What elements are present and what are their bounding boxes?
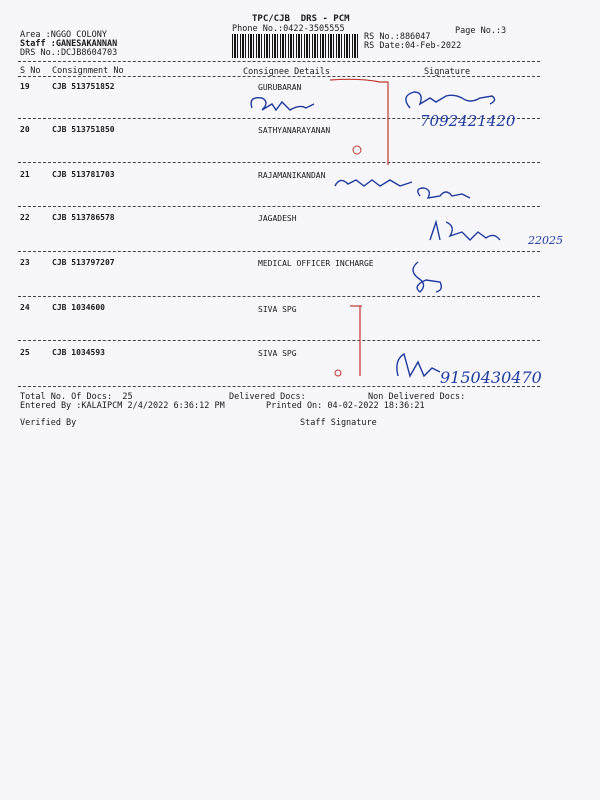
row-sno: 24 [20,303,30,312]
row-consignee: RAJAMANIKANDAN [258,171,326,180]
report-title: TPC/CJB DRS - PCM [252,14,350,24]
signature-tamil [418,188,470,198]
row-sno: 19 [20,82,30,91]
col-consignee: Consignee Details [243,67,330,77]
non-delivered-docs: Non Delivered Docs: [368,392,466,402]
red-circle-mark [353,146,361,154]
red-circle-mark [335,370,341,376]
staff-label: Staff :GANESAKANNAN [20,39,118,49]
delivered-docs: Delivered Docs: [229,392,306,402]
row-consignment: CJB 513797207 [52,258,115,267]
entered-by: Entered By :KALAIPCM 2/4/2022 6:36:12 PM [20,401,225,411]
row-consignee: MEDICAL OFFICER INCHARGE [258,259,374,268]
phone-number: Phone No.:0422-3505555 [232,24,345,34]
col-sno: S No [20,66,41,76]
signature-gurubaran [251,98,314,110]
area-label: Area :NGGO COLONY [20,30,107,40]
row-consignee: SIVA SPG [258,305,297,314]
handwritten-note: 22025 [528,234,563,247]
printed-on: Printed On: 04-02-2022 18:36:21 [266,401,425,411]
signature-siva-spg [397,354,440,376]
row-sno: 23 [20,258,30,267]
row-sno: 22 [20,213,30,222]
row-consignment: CJB 513786578 [52,213,115,222]
drs-number: DRS No.:DCJB8604703 [20,48,118,58]
rs-number: RS No.:886047 [364,32,431,42]
signature-jagadesh [430,222,500,240]
row-consignment: CJB 1034600 [52,303,105,312]
row-sno: 25 [20,348,30,357]
row-consignee: SIVA SPG [258,349,297,358]
red-bracket [330,79,388,165]
row-consignee: SATHYANARAYANAN [258,126,331,135]
page-number: Page No.:3 [455,26,507,36]
handwritten-phone-1: 7092421420 [420,112,516,130]
staff-signature-label: Staff Signature [300,418,377,428]
handwritten-phone-2: 9150430470 [440,368,542,387]
row-sno: 20 [20,125,30,134]
row-consignment: CJB 1034593 [52,348,105,357]
signature-sathyanarayanan [406,92,495,108]
col-consignment: Consignment No [52,66,124,76]
row-consignment: CJB 513781703 [52,170,115,179]
row-consignment: CJB 513751850 [52,125,115,134]
signature-rajamanikandan [335,180,412,186]
col-signature: Signature [424,67,471,77]
row-sno: 21 [20,170,30,179]
signature-medical-officer [413,262,441,292]
total-docs: Total No. Of Docs: 25 [20,392,133,402]
rs-date: RS Date:04-Feb-2022 [364,41,462,51]
row-consignment: CJB 513751852 [52,82,115,91]
row-consignee: JAGADESH [258,214,297,223]
verified-by: Verified By [20,418,77,428]
row-consignee: GURUBARAN [258,83,302,92]
